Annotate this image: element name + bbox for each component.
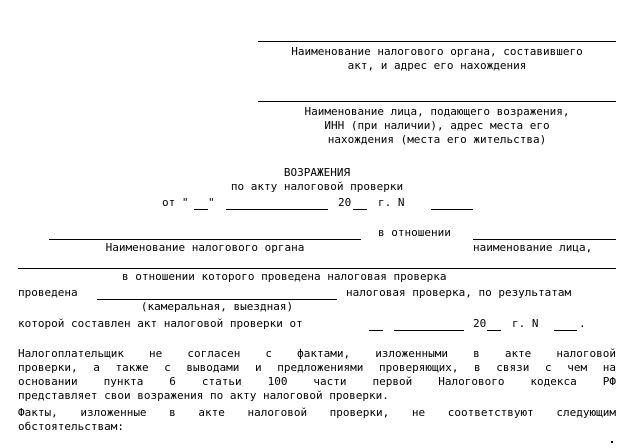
inspection-middle-text: налоговая проверка, по результатам [346,286,572,299]
act-year-line[interactable] [487,330,501,331]
trailing-dot [611,441,613,443]
act-number-label: г. N [512,317,539,330]
date-month-line[interactable] [226,209,328,210]
objector-caption-2: ИНН (при наличии), адрес места его [324,119,550,132]
act-number-line[interactable] [554,330,577,331]
date-quote-close: " [208,196,215,209]
act-year-prefix: 20 [473,317,487,330]
regarding-person-caption: наименование лица, [473,241,593,254]
date-day-line[interactable] [194,209,208,210]
tax-authority-name-line[interactable] [258,41,616,42]
tax-authority-caption-1: Наименование налогового органа, составившего [291,45,583,58]
date-number-label: г. N [378,196,405,209]
date-year-line[interactable] [353,209,367,210]
act-day-line[interactable] [369,330,383,331]
paragraph-1-line-3: основании пункта 6 статьи 100 части первой Налогового кодекса РФ [18,375,616,388]
regarding-tax-authority-caption: Наименование налогового органа [105,241,305,254]
document-subheading: по акту налоговой проверки [230,180,404,193]
paragraph-1-last-line: представляет свои возражения по акту налоговой проверки. [18,389,389,402]
paragraph-1-line-1: Налогоплательщик не согласен с фактами, изложенными в акте налоговой [18,347,616,360]
objector-caption-1: Наименование лица, подающего возражения, [304,105,570,118]
inspected-caption: в отношении которого проведена налоговая проверка [122,270,447,283]
tax-authority-caption-2: акт, и адрес его нахождения [347,59,527,72]
act-month-line[interactable] [394,330,464,331]
act-text: которой составлен акт налоговой проверки от [18,317,303,330]
inspection-type-caption: (камеральная, выездная) [140,300,294,313]
paragraph-2-last-line: обстоятельствам: [18,420,124,433]
objector-name-line[interactable] [258,101,616,102]
date-year-prefix: 20 [338,196,352,209]
document-heading: ВОЗРАЖЕНИЯ [283,166,351,179]
objector-caption-3: нахождения (места его жительства) [327,133,547,146]
regarding-person-line[interactable] [473,239,616,240]
inspected-person-line[interactable] [18,268,616,269]
date-prefix: от " [162,196,189,209]
act-end-dot: . [579,317,586,330]
regarding-tax-authority-line[interactable] [49,239,361,240]
date-number-line[interactable] [431,209,473,210]
paragraph-1-line-2: проверки, а также с выводами и предложениями проверяющих, в связи с чем на [18,361,616,374]
in-relation-label: в отношении [378,226,451,239]
inspection-conducted-label: проведена [18,286,78,299]
paragraph-2-line-1: Факты, изложенные в акте налоговой проверки, не соответствуют следующим [18,406,616,419]
